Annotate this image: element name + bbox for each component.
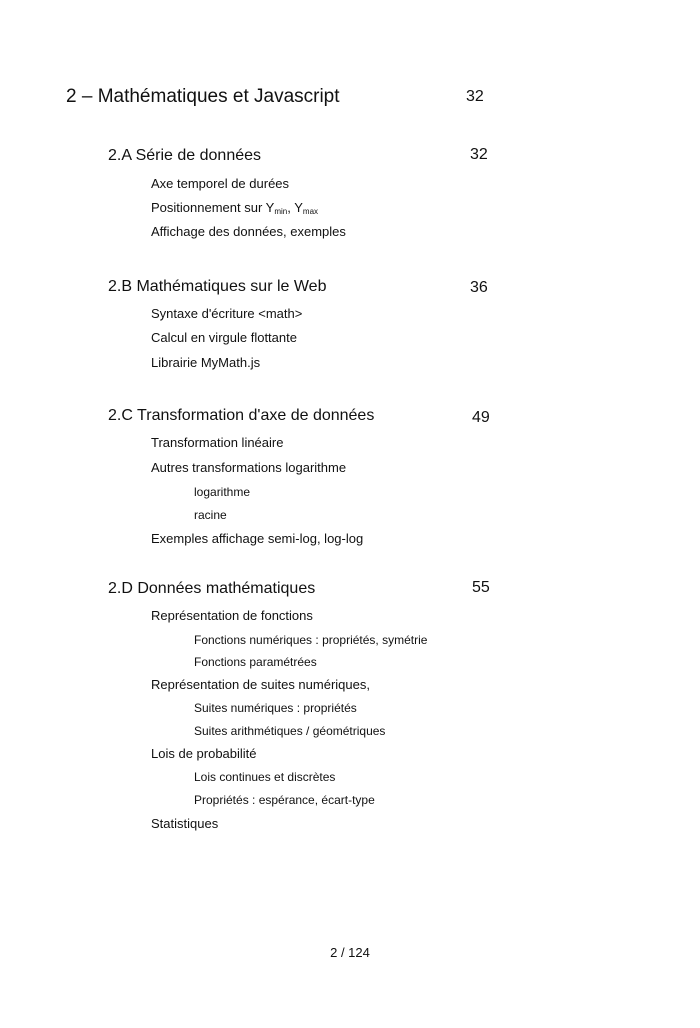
section-title: 2.D Données mathématiques (108, 580, 316, 597)
toc-subentry: logarithme (194, 485, 251, 499)
section-title: 2.B Mathématiques sur le Web (108, 278, 327, 295)
chapter-page-number: 32 (466, 88, 484, 105)
section-page-number: 55 (472, 579, 490, 596)
page-footer-indicator: 2 / 124 (330, 945, 370, 960)
toc-entry: Affichage des données, exemples (151, 224, 346, 239)
toc-entry: Représentation de suites numériques, (151, 677, 370, 692)
toc-subentry: Suites arithmétiques / géométriques (194, 724, 386, 738)
toc-entry (151, 200, 318, 216)
section-page-number: 32 (470, 146, 488, 163)
toc-subentry: Lois continues et discrètes (194, 770, 336, 784)
toc-entry: Lois de probabilité (151, 746, 257, 761)
section-page-number: 49 (472, 409, 490, 426)
section-title: 2.C Transformation d'axe de données (108, 407, 375, 424)
toc-subentry: Suites numériques : propriétés (194, 701, 357, 715)
toc-entry: Axe temporel de durées (151, 176, 290, 191)
toc-entry: Autres transformations logarithme (151, 460, 347, 475)
toc-entry-text: Positionnement sur Y (151, 200, 275, 215)
toc-subentry: Propriétés : espérance, écart-type (194, 793, 375, 807)
toc-entry: Syntaxe d'écriture <math> (151, 306, 303, 321)
chapter-title: 2 – Mathématiques et Javascript (66, 86, 340, 107)
toc-entry: Exemples affichage semi-log, log-log (151, 531, 364, 546)
toc-subentry: Fonctions paramétrées (194, 655, 317, 669)
subscript-min: min (274, 207, 288, 216)
section-page-number: 36 (470, 279, 488, 296)
toc-subentry: Fonctions numériques : propriétés, symétrie (194, 633, 428, 647)
section-title: 2.A Série de données (108, 147, 262, 164)
toc-entry: Représentation de fonctions (151, 608, 313, 623)
toc-entry: Transformation linéaire (151, 435, 284, 450)
toc-entry-text: , Y (287, 200, 303, 215)
subscript-max: max (302, 207, 319, 216)
toc-entry: Librairie MyMath.js (151, 355, 261, 370)
toc-subentry: racine (194, 508, 227, 522)
toc-entry: Calcul en virgule flottante (151, 330, 297, 345)
toc-entry: Statistiques (151, 816, 219, 831)
